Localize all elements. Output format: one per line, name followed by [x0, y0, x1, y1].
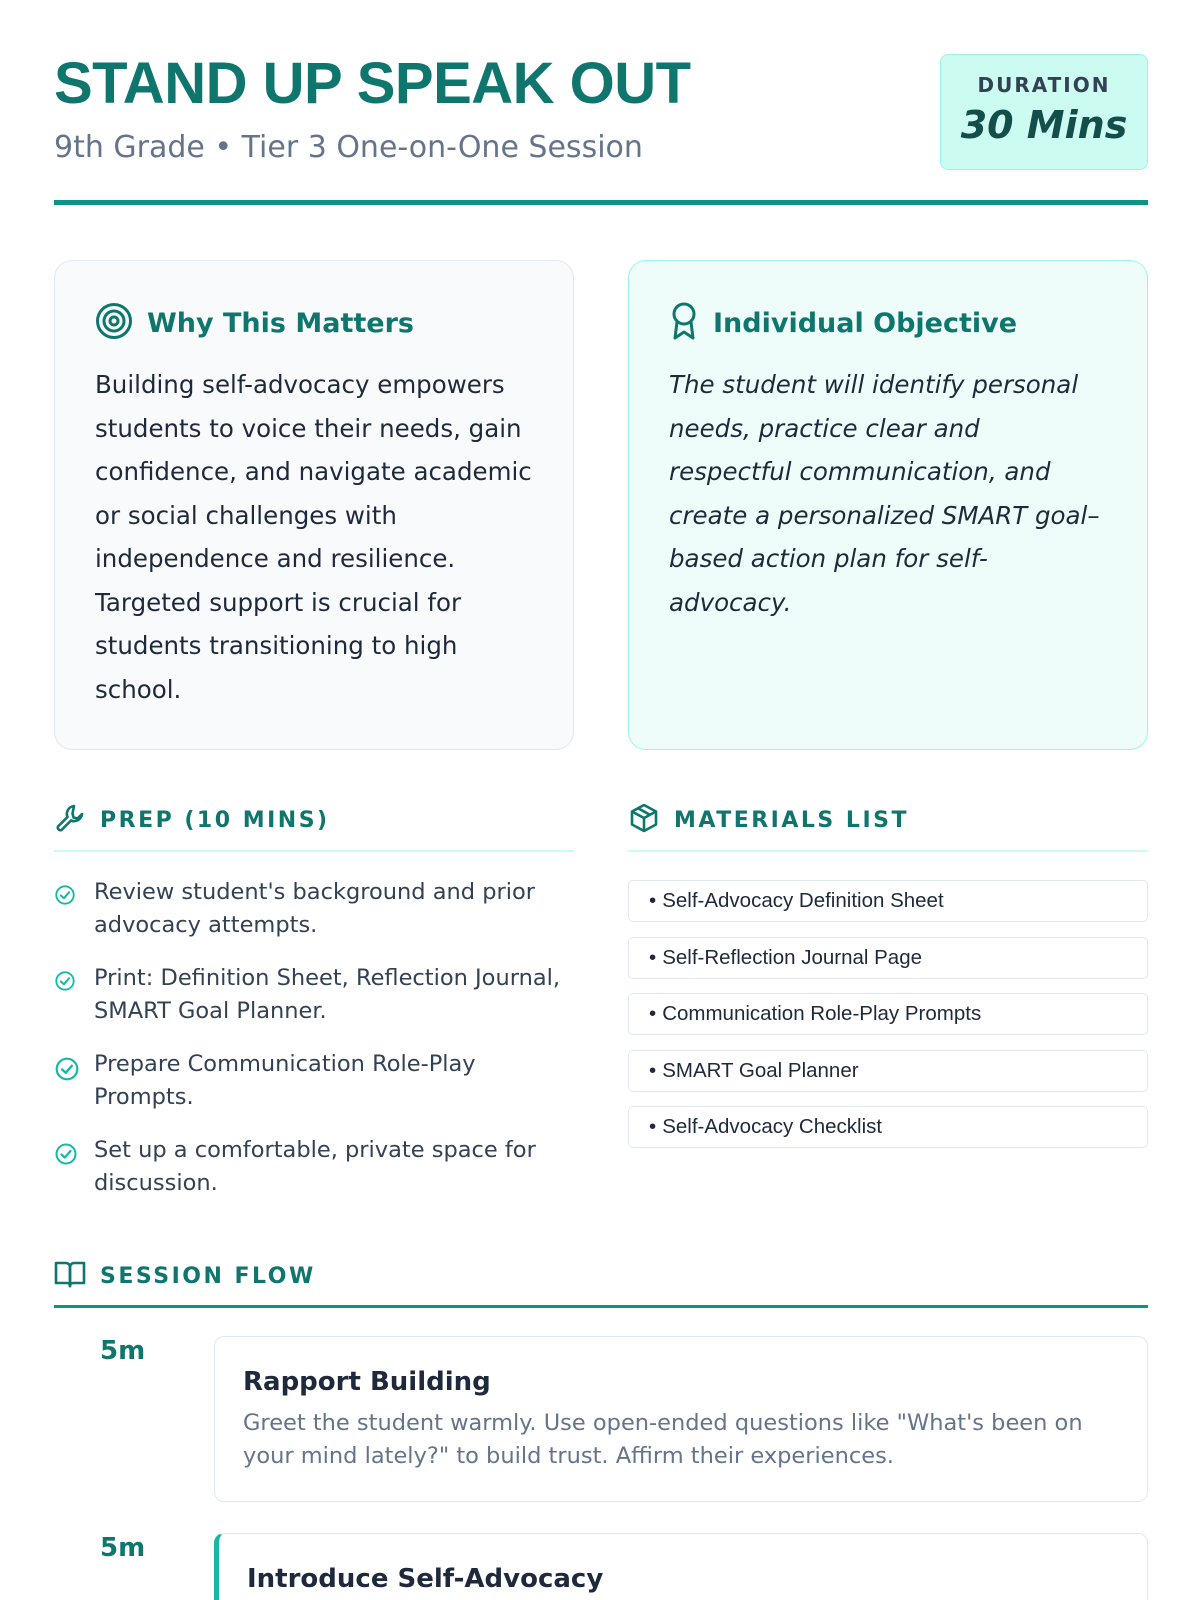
duration-badge — [940, 54, 1148, 170]
step-card — [214, 1336, 1148, 1502]
step-duration: 5m — [100, 1533, 146, 1563]
material-item: • Communication Role-Play Prompts — [628, 993, 1148, 1035]
why-card-body: Building self-advocacy empowers students to voice their needs, gain confidence, and navigate academic or social challenges with independence and resilience. Targeted support is crucial for students transitioning to high school. — [95, 370, 532, 704]
check-circle-icon — [54, 884, 76, 906]
materials-section-title: MATERIALS LIST — [674, 807, 909, 833]
material-item: • SMART Goal Planner — [628, 1050, 1148, 1092]
lesson-plan-page — [54, 0, 1148, 1600]
prep-item — [54, 962, 574, 1028]
prep-item-text: Set up a comfortable, private space for discussion. — [94, 1137, 536, 1196]
prep-divider — [54, 850, 574, 852]
individual-objective-card — [628, 260, 1148, 750]
session-flow-divider — [54, 1305, 1148, 1308]
material-item: • Self-Reflection Journal Page — [628, 937, 1148, 979]
material-item-text: Communication Role-Play Prompts — [662, 1002, 982, 1025]
objective-card-title: Individual Objective — [713, 307, 1018, 339]
header-divider — [54, 200, 1148, 205]
prep-item-text: Review student's background and prior advocacy attempts. — [94, 879, 536, 938]
objective-card-body: The student will identify personal needs, practice clear and respectful communication, and create a personalized SMART goal–based action plan for self-advocacy. — [669, 370, 1100, 617]
material-item-text: Self-Advocacy Checklist — [662, 1115, 883, 1138]
check-circle-icon — [54, 1142, 78, 1166]
session-step — [54, 1336, 1148, 1506]
material-item: • Self-Advocacy Definition Sheet — [628, 880, 1148, 922]
package-icon — [628, 802, 660, 838]
wrench-icon — [54, 802, 86, 838]
prep-item — [54, 876, 574, 942]
session-flow-title: SESSION FLOW — [100, 1263, 316, 1289]
session-step — [54, 1533, 1148, 1600]
check-circle-icon — [54, 970, 76, 992]
prep-item-text: Print: Definition Sheet, Reflection Journal, SMART Goal Planner. — [94, 965, 561, 1024]
prep-item — [54, 1134, 574, 1200]
material-item-text: SMART Goal Planner — [662, 1058, 859, 1082]
objective-card-header — [669, 301, 1107, 345]
prep-item-text: Prepare Communication Role-Play Prompts. — [94, 1051, 476, 1110]
page-title: STAND UP SPEAK OUT — [54, 51, 691, 116]
prep-section-title: PREP (10 MINS) — [100, 807, 330, 833]
open-book-icon — [54, 1259, 86, 1293]
materials-section-header — [628, 800, 909, 840]
material-item: • Self-Advocacy Checklist — [628, 1106, 1148, 1148]
step-card — [214, 1533, 1148, 1600]
prep-section-header — [54, 800, 330, 840]
materials-divider — [628, 850, 1148, 852]
why-card-header — [95, 301, 533, 345]
prep-item — [54, 1048, 574, 1114]
prep-list — [54, 876, 574, 1220]
duration-label: DURATION — [977, 73, 1111, 97]
why-this-matters-card — [54, 260, 574, 750]
why-card-title: Why This Matters — [147, 307, 414, 339]
step-description: Greet the student warmly. Use open-ended questions like "What's been on your mind lately?" to build trust. Affirm their experiences. — [243, 1410, 1083, 1469]
materials-list — [628, 880, 1148, 1163]
step-duration: 5m — [100, 1336, 146, 1366]
award-ribbon-icon — [669, 301, 699, 345]
page-subtitle: 9th Grade • Tier 3 One-on-One Session — [54, 130, 643, 165]
step-title: Introduce Self-Advocacy — [247, 1564, 604, 1594]
material-item-text: Self-Reflection Journal Page — [662, 945, 923, 969]
step-title: Rapport Building — [243, 1367, 491, 1397]
session-flow-header — [54, 1256, 316, 1296]
target-icon — [95, 302, 133, 344]
material-item-text: Self-Advocacy Definition Sheet — [662, 889, 944, 912]
check-circle-icon — [54, 1056, 80, 1082]
duration-value: 30 Mins — [960, 103, 1128, 147]
